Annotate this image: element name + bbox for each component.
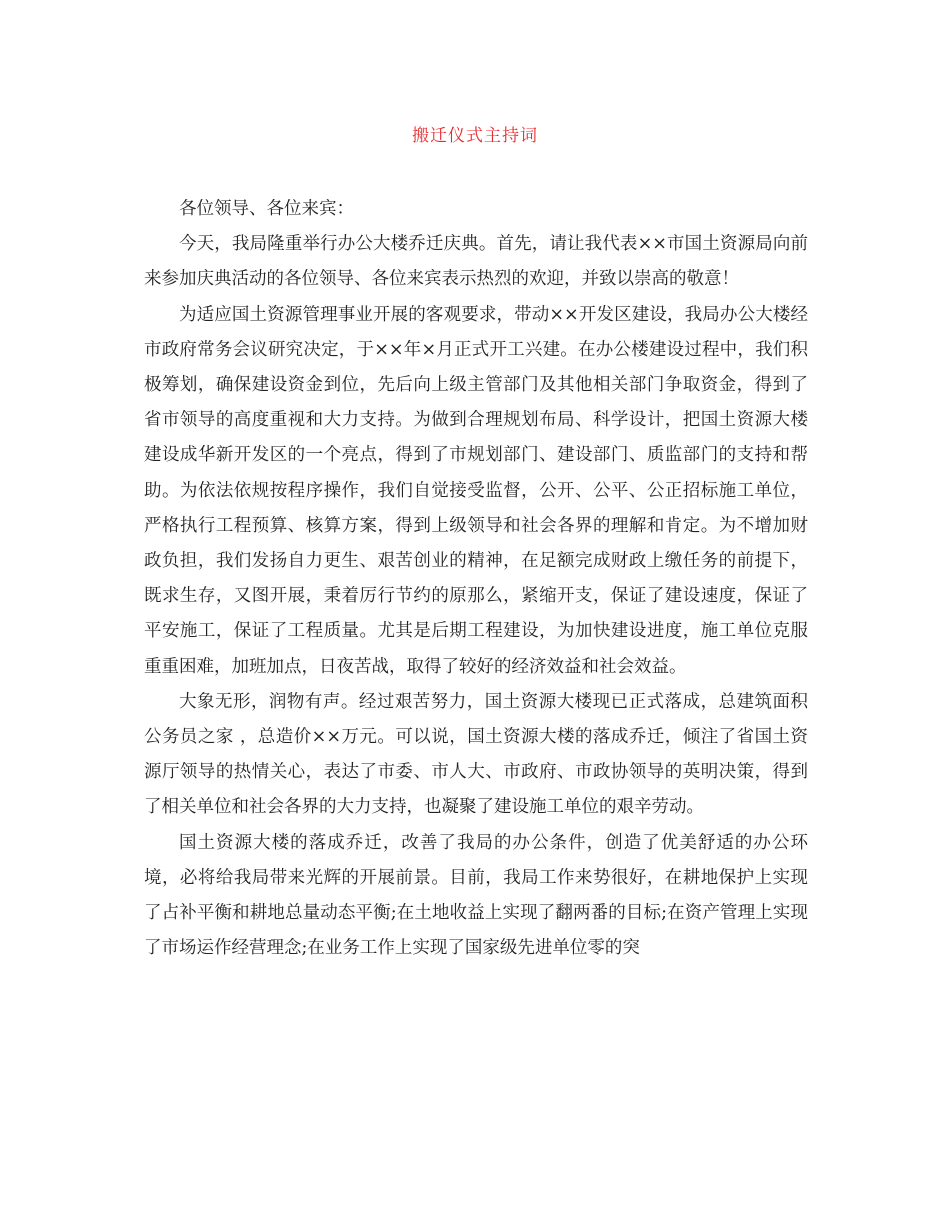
- paragraph-welcome: 今天，我局隆重举行办公大楼乔迁庆典。首先，请让我代表××市国土资源局向前来参加庆典活动的各位领导、各位来宾表示热烈的欢迎，并致以崇高的敬意！: [144, 234, 808, 290]
- document-title: 搬迁仪式主持词: [412, 126, 538, 146]
- paragraph-construction: 为适应国土资源管理事业开展的客观要求，带动××开发区建设，我局办公大楼经市政府常务会议研究决定，于××年×月正式开工兴建。在办公楼建设过程中，我们积极筹划，确保建设资金到位，先后向上级主管部门及其他相关部门争取资金，得到了省市领导的高度重视和大力支持。为做到合理规划布局、科学设计，把国土资源大楼建设成华新开发区的一个亮点，得到了市规划部门、建设部门、质监部门的支持和帮助。为依法依规按程序操作，我们自觉接受监督，公开、公平、公正招标施工单位，严格执行工程预算、核算方案，得到上级领导和社会各界的理解和肯定。为不增加财政负担，我们发扬自力更生、艰苦创业的精神，在足额完成财政上缴任务的前提下，既求生存，又图开展，秉着厉行节约的原那么，紧缩开支，保证了建设速度，保证了平安施工，保证了工程质量。尤其是后期工程建设，为加快建设进度，施工单位克服重重困难，加班加点，日夜苦战，取得了较好的经济效益和社会效益。: [144, 304, 808, 677]
- paragraph-completion: 大象无形，润物有声。经过艰苦努力，国土资源大楼现已正式落成，总建筑面积公务员之家 ，总造价××万元。可以说，国土资源大楼的落成乔迁，倾注了省国土资源厅领导的热情关心，表达了市委、市人大、市政府、市政协领导的英明决策，得到了相关单位和社会各界的大力支持，也凝聚了建设施工单位的艰辛劳动。: [144, 691, 808, 818]
- paragraph-prospects: 国土资源大楼的落成乔迁，改善了我局的办公条件，创造了优美舒适的办公环境，必将给我局带来光辉的开展前景。目前，我局工作来势很好，在耕地保护上实现了占补平衡和耕地总量动态平衡;在土地收益上实现了翻两番的目标;在资产管理上实现了市场运作经营理念;在业务工作上实现了国家级先进单位零的突: [144, 832, 808, 959]
- document-body: [144, 192, 808, 966]
- paragraph-salutation: 各位领导、各位来宾：: [179, 199, 354, 219]
